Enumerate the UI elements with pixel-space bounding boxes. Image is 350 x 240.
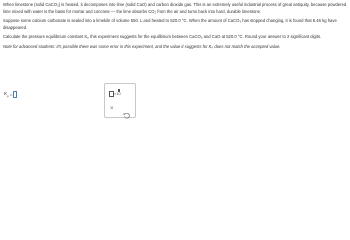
problem-paragraph-4: Note for advanced students: it's possible there was some error in this experiment, and the value it suggests for Kₚ does not match the accepted value. bbox=[3, 43, 281, 49]
answer-row bbox=[4, 90, 17, 100]
math-tools-panel bbox=[104, 83, 136, 118]
kp-label-sub: p bbox=[7, 93, 9, 98]
kp-label bbox=[4, 90, 9, 100]
undo-icon[interactable] bbox=[123, 106, 130, 113]
kp-label-k: K bbox=[4, 91, 8, 96]
problem-text bbox=[3, 2, 348, 54]
problem-paragraph-2: Suppose some calcium carbonate is sealed into a limekiln of volume 550. L and heated to 520.0 °C. When the amount of CaCO₃ has stopped changing, it is found that 8.46 kg have disappeared. bbox=[3, 18, 337, 30]
times-ten-text: ×10 bbox=[114, 91, 121, 96]
kp-answer-input[interactable] bbox=[13, 91, 17, 98]
exponent-box bbox=[118, 89, 121, 92]
close-icon[interactable]: × bbox=[110, 106, 114, 112]
problem-paragraph-3: Calculate the pressure equilibrium constant Kₚ this experiment suggests for the equilibrium between CaCO₃ and CaO at 520.0 °C. Round your answer to 2 significant digits. bbox=[3, 34, 322, 40]
equals-sign: = bbox=[9, 91, 13, 97]
base-box bbox=[109, 91, 114, 97]
problem-paragraph-1: When limestone (solid CaCO₃) is heated, it decomposes into lime (solid CaO) and carbon dioxide gas. This is an extremely useful industrial process of great antiquity, because powdered lime mixed with water is the basis for mortar and concrete — the lime absorbs CO₂ from the air and turns back into hard, durable limestone. bbox=[3, 2, 347, 14]
times-ten-power-icon[interactable] bbox=[109, 89, 120, 98]
